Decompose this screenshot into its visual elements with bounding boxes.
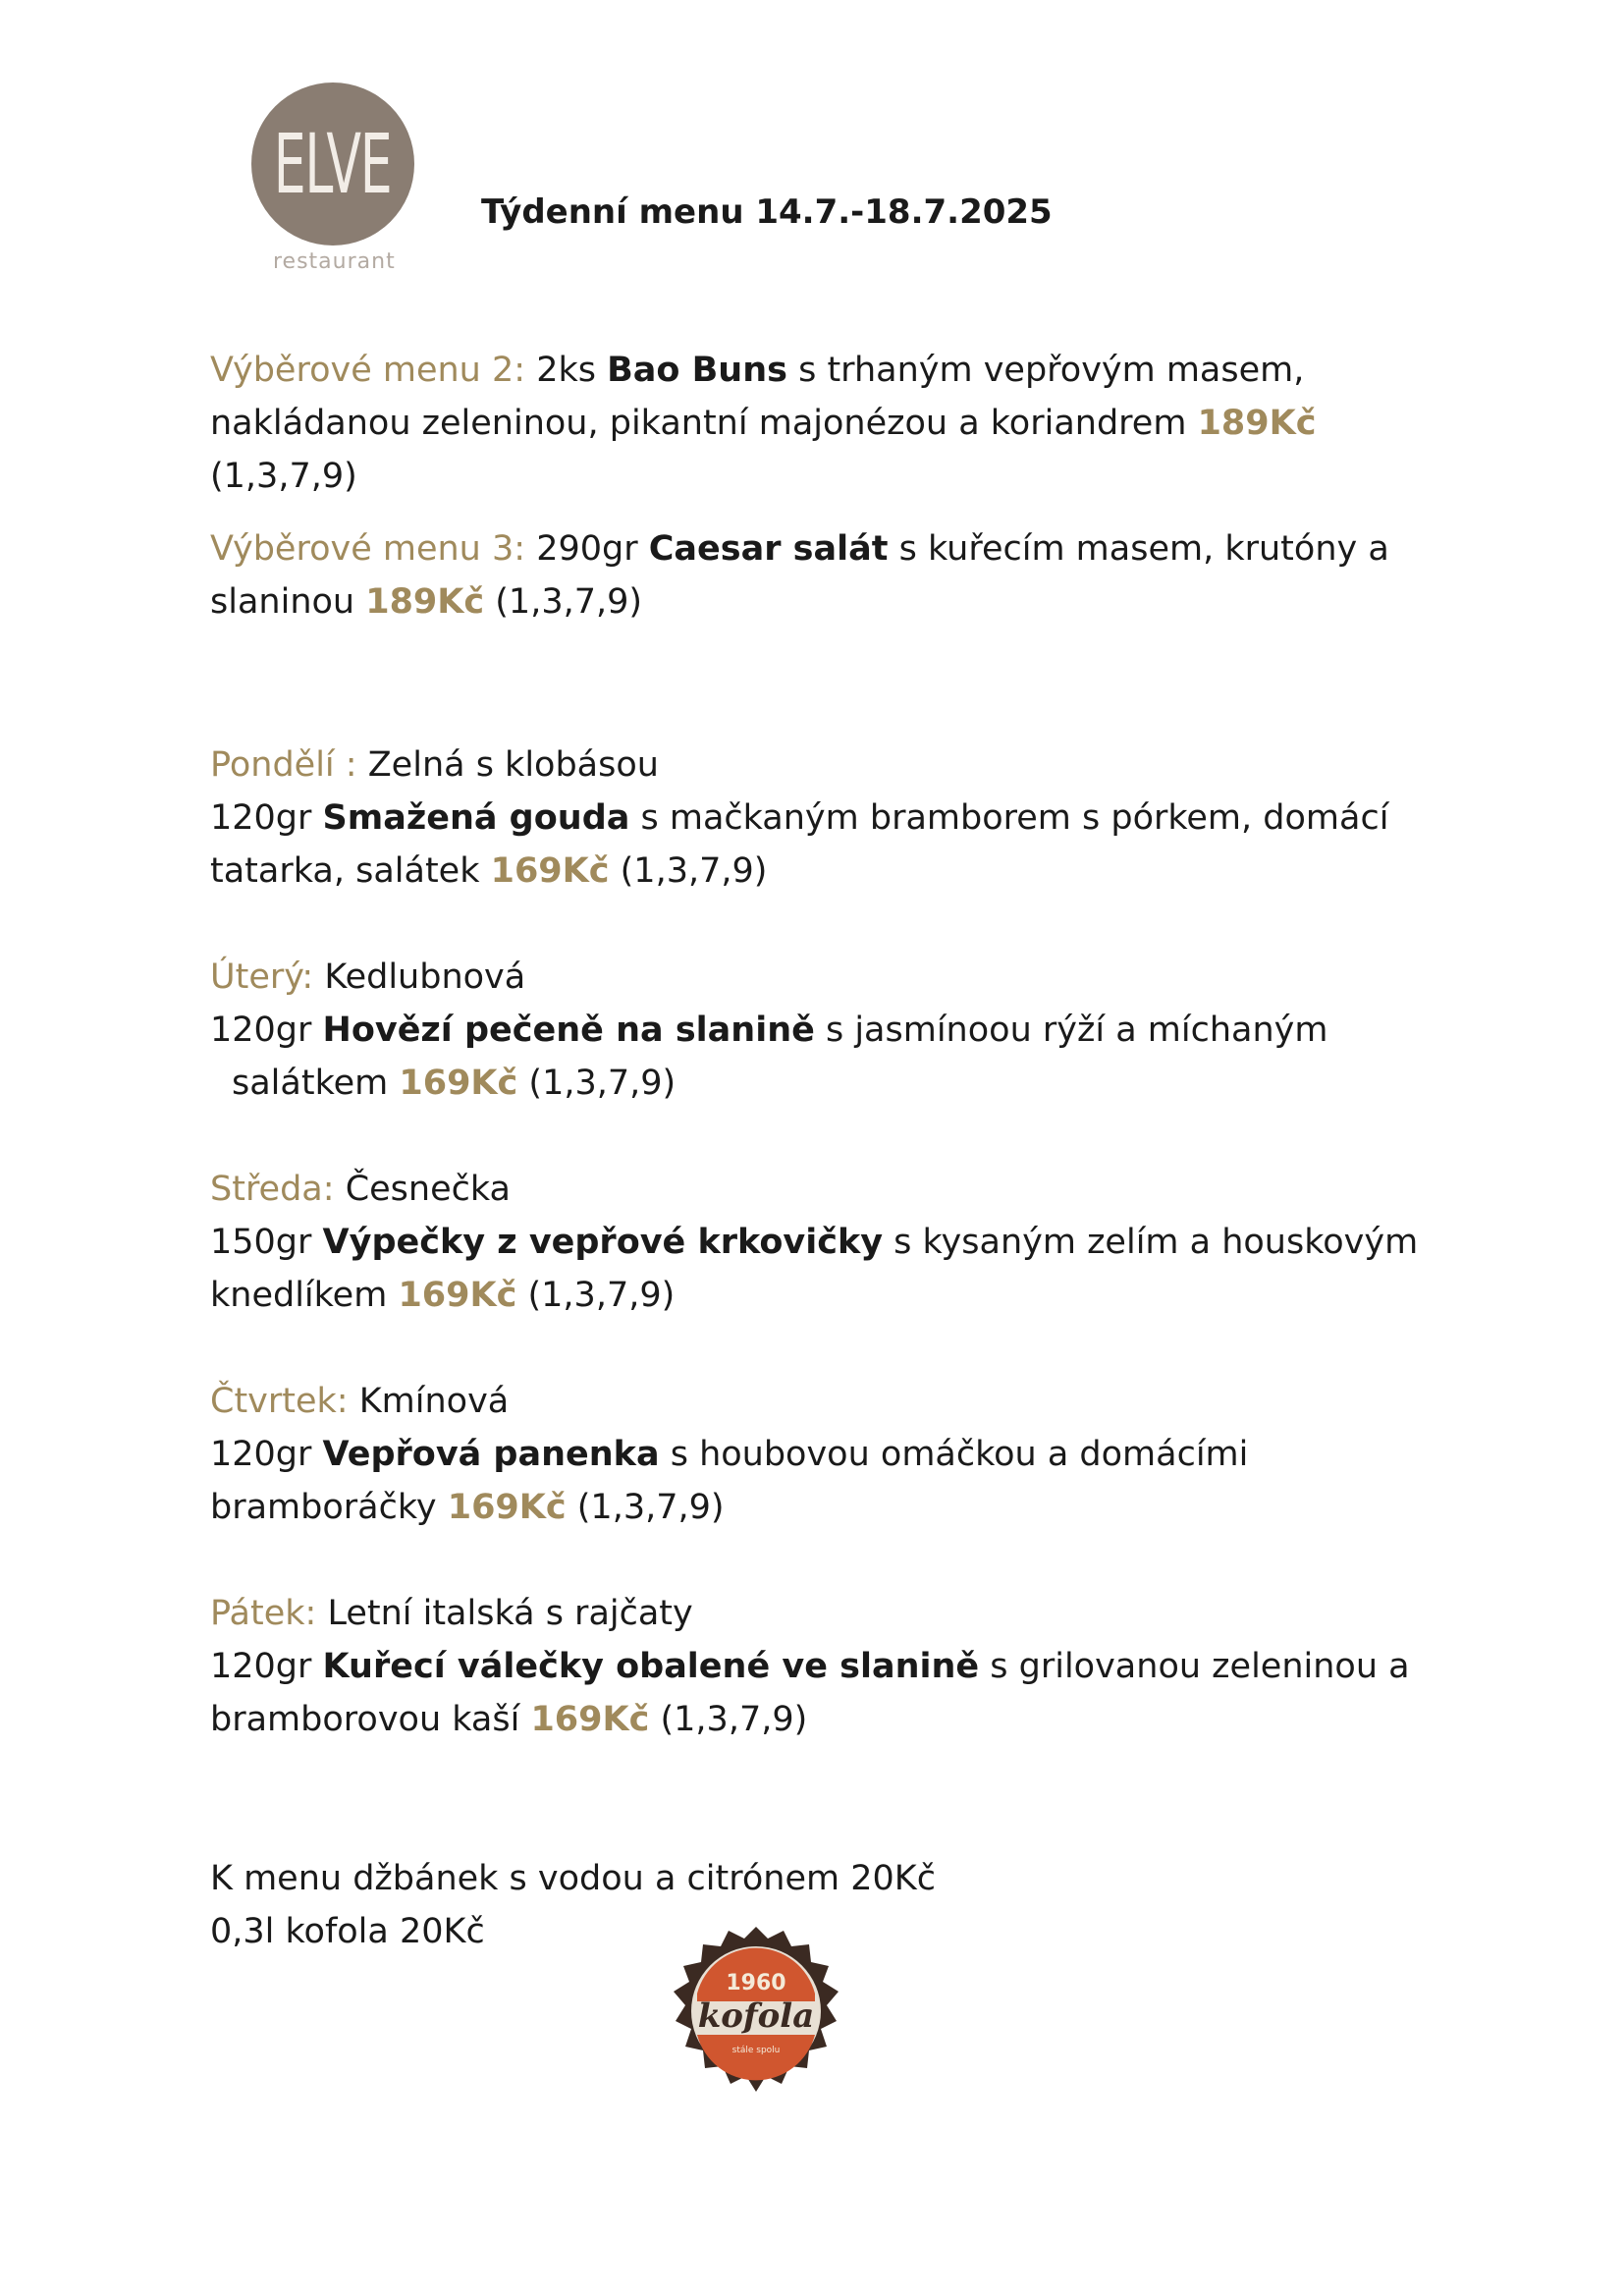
portion: 2ks xyxy=(525,351,608,390)
day-label: Pondělí : xyxy=(210,745,357,785)
price: 169Kč xyxy=(530,1700,650,1739)
dish-name: Kuřecí válečky obalené ve slanině xyxy=(322,1647,980,1686)
price: 189Kč xyxy=(1197,404,1317,443)
logo-text: ELVE xyxy=(274,116,392,212)
kofola-tagline: stále spolu xyxy=(731,2046,781,2055)
kofola-year: 1960 xyxy=(726,1971,786,1995)
dish-description: s houbovou omáčkou a domácími bramboráčky xyxy=(210,1435,1249,1527)
dish-description: s trhaným vepřovým masem, nakládanou zeleninou, pikantní majonézou a koriandrem xyxy=(210,351,1305,443)
dish-name: Bao Buns xyxy=(607,351,787,390)
day-label: Úterý: xyxy=(210,957,314,997)
allergens: (1,3,7,9) xyxy=(210,457,357,496)
portion: 290gr xyxy=(525,529,649,569)
day-wednesday xyxy=(210,1163,1447,1322)
day-thursday xyxy=(210,1375,1447,1534)
dish-name: Caesar salát xyxy=(648,529,889,569)
day-monday xyxy=(210,738,1447,898)
menu-label: Výběrové menu 3: xyxy=(210,529,526,569)
soup: Kmínová xyxy=(348,1382,510,1421)
dish-name: Výpečky z vepřové krkovičky xyxy=(322,1223,884,1262)
dish-description: s kuřecím masem, krutóny a slaninou xyxy=(210,529,1389,622)
logo-subtitle: restaurant xyxy=(273,249,396,274)
water-note: K menu džbánek s vodou a citrónem 20Kč xyxy=(210,1859,936,1898)
portion: 120gr xyxy=(210,1435,323,1474)
portion: 120gr xyxy=(210,798,323,838)
menu-item-2 xyxy=(210,344,1447,503)
soup: Kedlubnová xyxy=(313,957,526,997)
dish-description: s mačkaným bramborem s pórkem, domácí tatarka, salátek xyxy=(210,798,1389,891)
day-friday xyxy=(210,1587,1447,1746)
kofola-brand: kofola xyxy=(697,1996,815,2036)
kofola-logo xyxy=(668,1925,844,2102)
day-label: Středa: xyxy=(210,1170,335,1209)
menu-content xyxy=(210,344,1447,1958)
price: 189Kč xyxy=(365,582,485,622)
allergens: (1,3,7,9) xyxy=(609,851,768,891)
kofola-note: 0,3l kofola 20Kč xyxy=(210,1912,485,1951)
allergens: (1,3,7,9) xyxy=(516,1276,676,1315)
portion: 120gr xyxy=(210,1647,323,1686)
menu-label: Výběrové menu 2: xyxy=(210,351,526,390)
soup: Česnečka xyxy=(334,1170,511,1209)
dish-name: Smažená gouda xyxy=(322,798,630,838)
page-title: Týdenní menu 14.7.-18.7.2025 xyxy=(481,192,1053,232)
dish-description: s kysaným zelím a houskovým knedlíkem xyxy=(210,1223,1419,1315)
dish-description-cont: salátkem xyxy=(232,1064,400,1103)
day-tuesday xyxy=(210,951,1447,1110)
allergens: (1,3,7,9) xyxy=(484,582,643,622)
price: 169Kč xyxy=(398,1276,517,1315)
allergens: (1,3,7,9) xyxy=(566,1488,725,1527)
restaurant-logo xyxy=(251,82,418,279)
price: 169Kč xyxy=(490,851,610,891)
dish-description: s jasmínoou rýží a míchaným xyxy=(814,1011,1328,1050)
day-label: Pátek: xyxy=(210,1594,317,1633)
logo-circle xyxy=(251,82,414,246)
bottle-cap-icon xyxy=(668,1925,844,2102)
dish-description: s grilovanou zeleninou a bramborovou kaší xyxy=(210,1647,1410,1739)
dish-name: Hovězí pečeně na slanině xyxy=(322,1011,815,1050)
day-label: Čtvrtek: xyxy=(210,1382,349,1421)
soup: Letní italská s rajčaty xyxy=(316,1594,693,1633)
allergens: (1,3,7,9) xyxy=(517,1064,677,1103)
portion: 150gr xyxy=(210,1223,323,1262)
price: 169Kč xyxy=(447,1488,567,1527)
portion: 120gr xyxy=(210,1011,323,1050)
price: 169Kč xyxy=(399,1064,518,1103)
menu-item-3 xyxy=(210,522,1447,628)
allergens: (1,3,7,9) xyxy=(649,1700,808,1739)
dish-name: Vepřová panenka xyxy=(322,1435,660,1474)
soup: Zelná s klobásou xyxy=(356,745,659,785)
